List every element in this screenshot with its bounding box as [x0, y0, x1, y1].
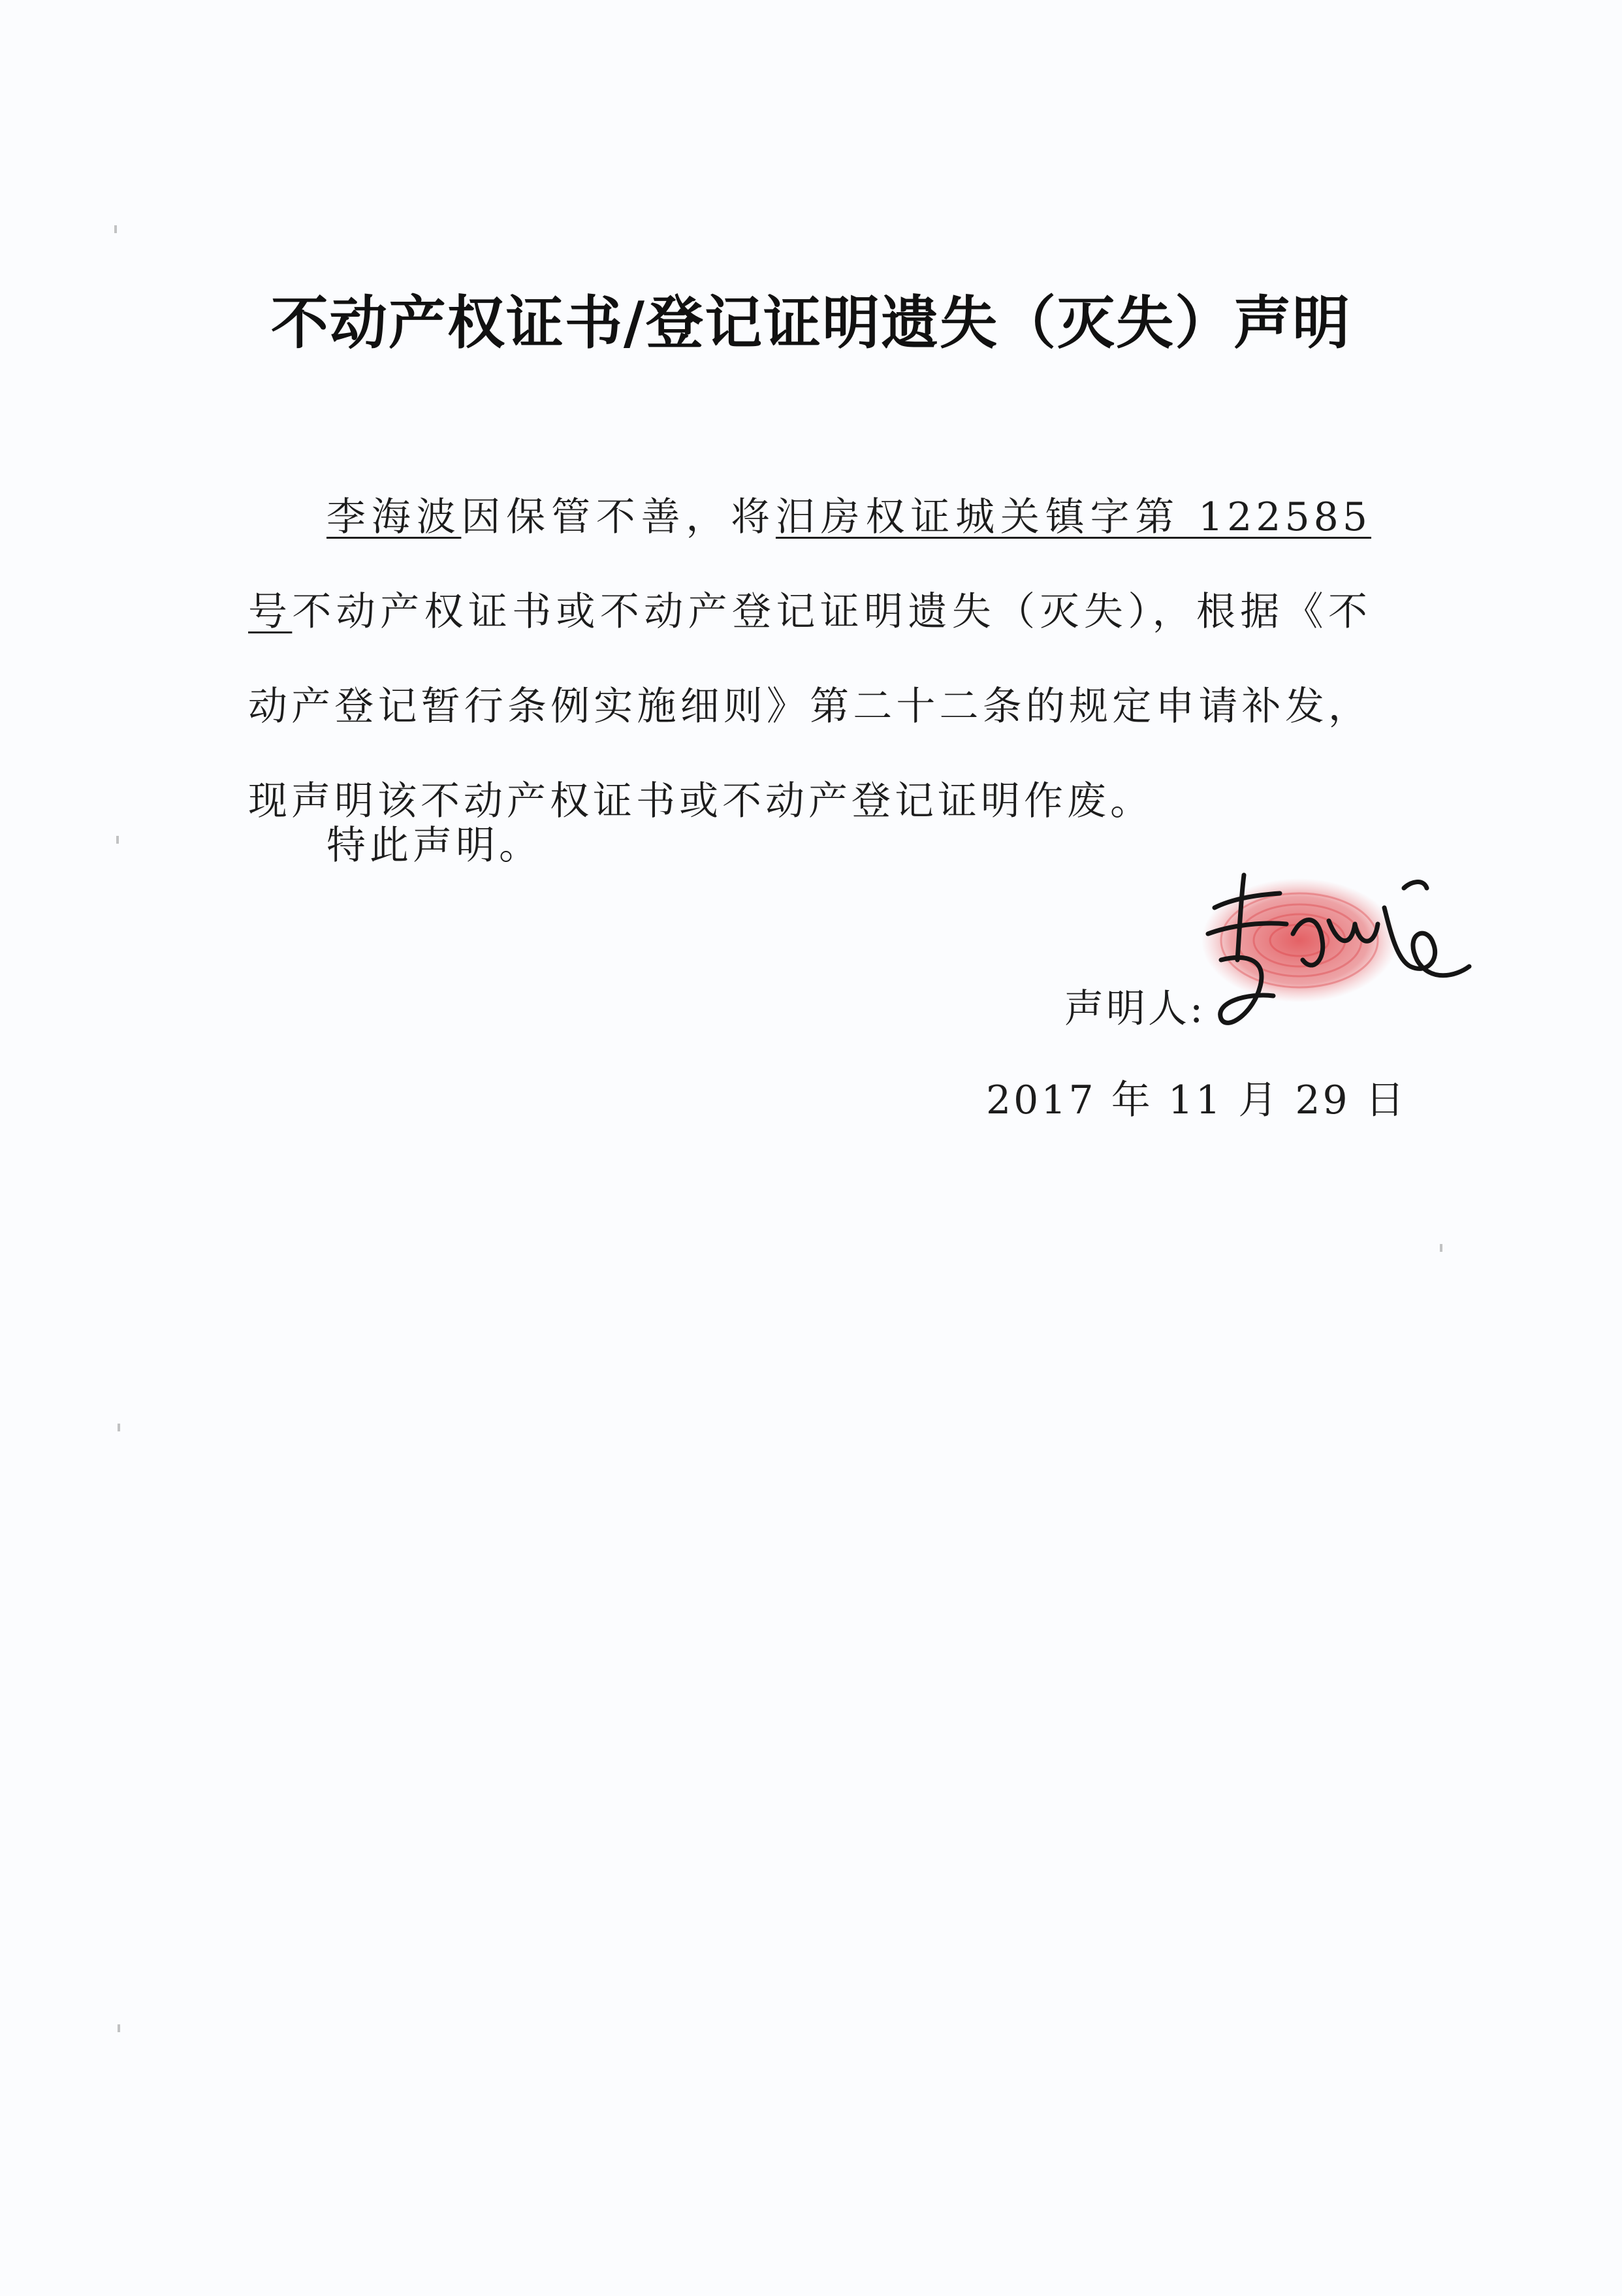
page-title: 不动产权证书/登记证明遗失（灭失）声明 [270, 289, 1352, 357]
statement-text-1: 因保管不善，将 [461, 494, 776, 540]
signature-with-fingerprint [1188, 862, 1476, 1058]
statement-paragraph [248, 470, 1371, 849]
scan-speck [1440, 1244, 1442, 1252]
statement-text-2: 不动产权证书或不动产登记证明遗失（灭失），根据《不动产登记暂行条例实施细则》第二十二条的规定申请补发，现声明该不动产权证书或不动产登记证明作废。 [248, 589, 1372, 824]
scan-speck [114, 225, 117, 233]
declarant-name: 李海波 [326, 494, 462, 540]
closing-remark: 特此声明。 [326, 823, 542, 869]
scan-speck [118, 1424, 120, 1431]
scan-speck [118, 2024, 120, 2032]
certificate-reference: 汨房权证城关镇字第 122585 号 [248, 494, 1372, 635]
statement-body [248, 470, 1371, 849]
declaration-date: 2017 年 11 月 29 日 [986, 1077, 1407, 1123]
scan-speck [116, 836, 119, 844]
declarant-label: 声明人: [1064, 986, 1206, 1032]
